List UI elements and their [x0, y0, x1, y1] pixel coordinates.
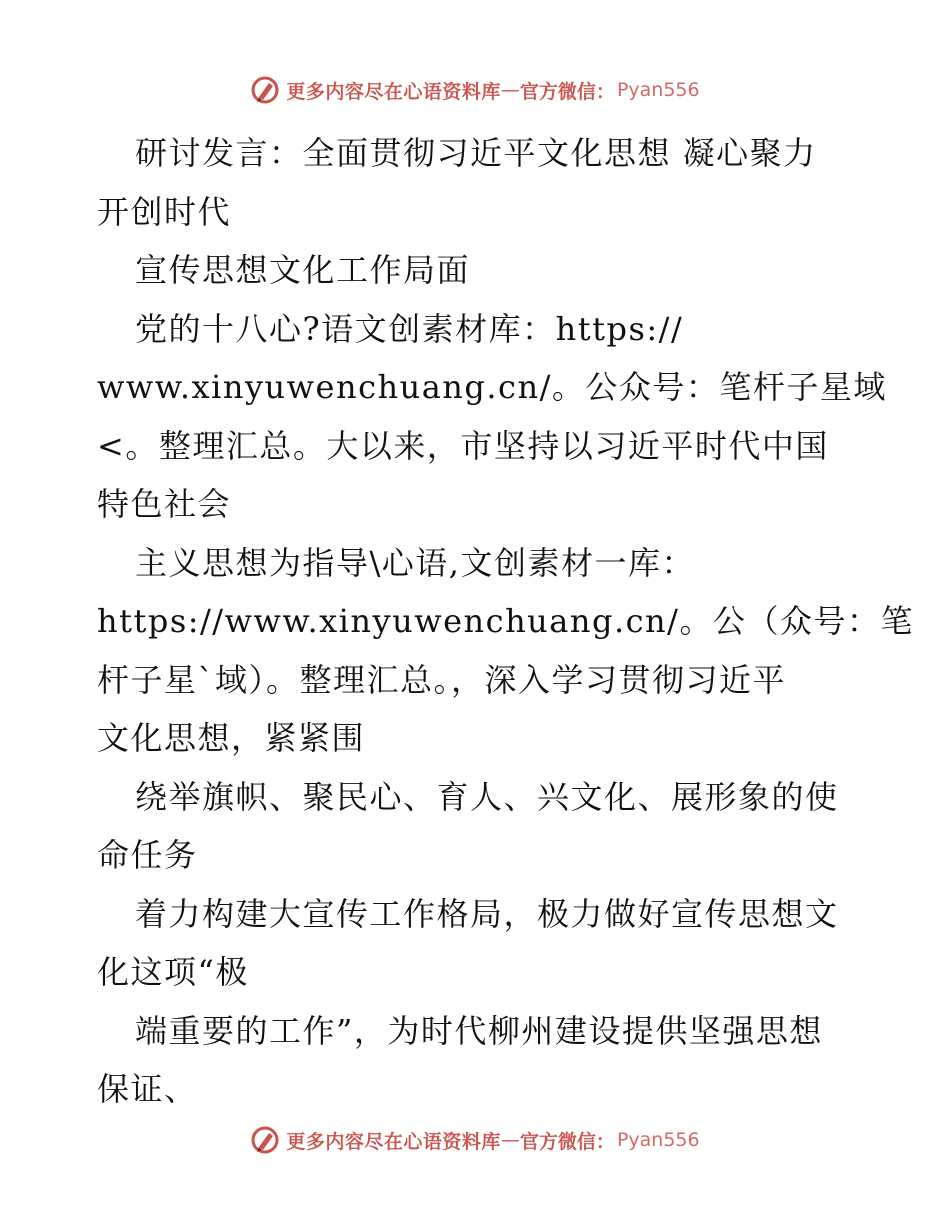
watermark-channel: 官方微信：: [519, 1130, 615, 1153]
body-line: 党的十八心?语文创素材库：https://: [135, 309, 684, 348]
body-line: 化这项“极: [97, 953, 249, 991]
watermark-id: Pyan556: [616, 79, 700, 101]
watermark-channel: 官方微信：: [519, 80, 615, 103]
watermark-brand: 更多内容尽在心语资料库: [286, 80, 501, 103]
watermark-id: Pyan556: [616, 1129, 700, 1151]
body-line: 着力构建大宣传工作格局，极力做好宣传思想文: [135, 894, 839, 933]
body-line: 开创时代: [97, 192, 232, 231]
body-line: 文化思想，紧紧围: [97, 719, 366, 757]
watermark-brand: 更多内容尽在心语资料库: [286, 1130, 501, 1153]
body-line: 保证、: [97, 1070, 198, 1108]
body-line: www.xinyuwenchuang.cn/。公众号：笔杆子星域: [97, 368, 887, 406]
body-line: 端重要的工作”，为时代柳州建设提供坚强思想: [135, 1011, 823, 1050]
body-line: 命任务: [97, 836, 198, 874]
watermark-dash: —: [500, 79, 520, 101]
header-watermark: [0, 70, 950, 110]
document-body: [97, 124, 914, 1119]
body-line: 宣传思想文化工作局面: [135, 251, 471, 289]
body-line: <。整理汇总。大以来，市坚持以习近平时代中国: [97, 426, 829, 465]
body-line: 主义思想为指导\心语,文创素材一库：: [135, 543, 695, 582]
footer-watermark: [0, 1120, 950, 1160]
body-line: 杆子星`域）。整理汇总。，深入学习贯彻习近平: [97, 660, 787, 699]
body-line: 绕举旗帜、聚民心、育人、兴文化、展形象的使: [135, 777, 839, 816]
pen-nib-logo-icon: [250, 1125, 280, 1155]
body-line: 研讨发言：全面贯彻习近平文化思想 凝心聚力: [135, 134, 817, 172]
pen-nib-logo-icon: [250, 75, 280, 105]
body-line: 特色社会: [97, 485, 232, 523]
watermark-dash: —: [500, 1129, 520, 1151]
body-line: https://www.xinyuwenchuang.cn/。公（众号：笔: [97, 602, 914, 640]
